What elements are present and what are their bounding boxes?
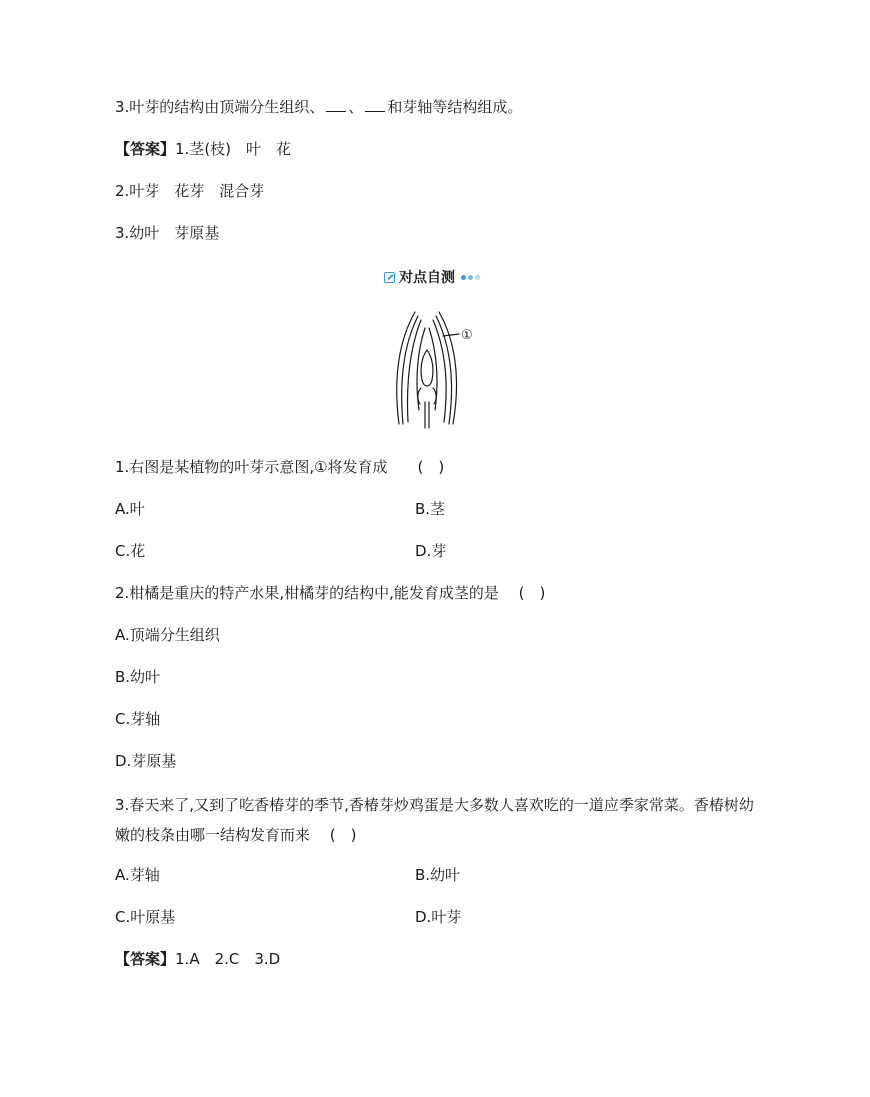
final-answer-text: 1.A 2.C 3.D (175, 950, 281, 968)
question-2-option-c: C.芽轴 (115, 710, 161, 728)
blank-2 (365, 97, 385, 112)
question-3-option-b: B.幼叶 (415, 866, 461, 884)
question-3-top (115, 96, 522, 118)
answer-text-1: 1.茎(枝) 叶 花 (175, 140, 292, 158)
answer-label: 【答案】 (115, 140, 176, 158)
question-3-option-c: C.叶原基 (115, 908, 176, 926)
question-1-option-a: A.叶 (115, 500, 145, 518)
answer-line-2: 2.叶芽 花芽 混合芽 (115, 182, 265, 200)
leaf-bud-figure (385, 306, 485, 430)
question-3-stem-line-1: 3.春天来了,又到了吃香椿芽的季节,香椿芽炒鸡蛋是大多数人喜欢吃的一道应季家常菜。香椿树幼 (115, 796, 754, 814)
figure-label-1: ① (461, 328, 473, 343)
blank-1 (326, 97, 346, 112)
pencil-icon (384, 272, 395, 283)
q3-text-2: 和芽轴等结构组成。 (387, 98, 523, 116)
question-2-stem: 2.柑橘是重庆的特产水果,柑橘芽的结构中,能发育成茎的是 ( ) (115, 584, 546, 602)
final-answer (115, 948, 280, 970)
question-3-stem-line-2: 嫩的枝条由哪一结构发育而来 ( ) (115, 826, 357, 844)
question-2-option-b: B.幼叶 (115, 668, 161, 686)
question-3-option-a: A.芽轴 (115, 866, 160, 884)
q3-text-1: 3.叶芽的结构由顶端分生组织、 (115, 98, 325, 116)
section-title: 对点自测 (399, 270, 455, 286)
question-1-option-d: D.芽 (415, 542, 447, 560)
final-answer-label: 【答案】 (115, 950, 176, 968)
question-2-option-a: A.顶端分生组织 (115, 626, 220, 644)
question-1-option-c: C.花 (115, 542, 146, 560)
question-1-option-b: B.茎 (415, 500, 446, 518)
question-1-stem: 1.右图是某植物的叶芽示意图,①将发育成 ( ) (115, 458, 445, 476)
answer-line-3: 3.幼叶 芽原基 (115, 224, 220, 242)
q3-sep: 、 (348, 98, 364, 116)
section-header (384, 268, 480, 286)
answer-line-1 (115, 138, 291, 160)
question-3-option-d: D.叶芽 (415, 908, 462, 926)
dots-icon (461, 275, 480, 280)
question-2-option-d: D.芽原基 (115, 752, 177, 770)
